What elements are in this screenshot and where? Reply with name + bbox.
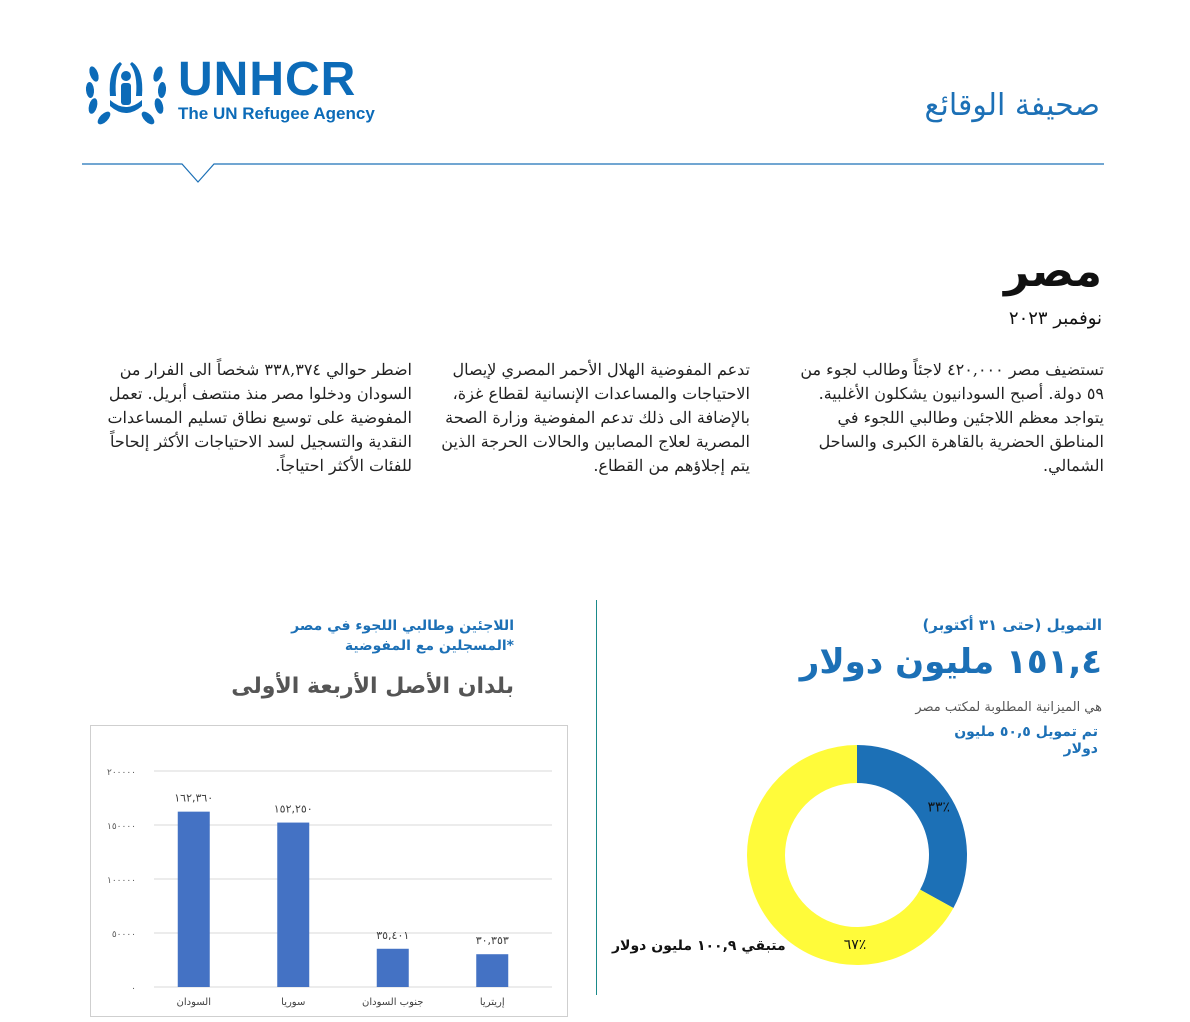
x-category-label: السودان [176,997,211,1008]
x-category-label: إريتريا [479,997,505,1008]
bar-value-label: ٣٠,٣٥٣ [475,934,509,948]
bar-value-label: ٣٥,٤٠١ [376,928,410,942]
remaining-amount-label: متبقي ١٠٠,٩ مليون دولار [612,938,786,954]
funding-total: ١٥١,٤ مليون دولار [799,642,1102,682]
x-category-label: جنوب السودان [362,997,424,1008]
refugees-title: اللاجئين وطالبي اللجوء في مصر [291,618,514,634]
bar [377,949,409,987]
funding-title: التمويل (حتى ٣١ أكتوبر) [922,616,1102,634]
funding-description: هي الميزانية المطلوبة لمكتب مصر [915,700,1102,715]
y-tick-label: ١٥٠٠٠٠ [106,822,136,832]
intro-paragraph-2: تدعم المفوضية الهلال الأحمر المصري لإيصال الاحتياجات والمساعدات الإنسانية لقطاع غزة، بالإضافة الى ذلك تدعم المفوضية وزارة الصحة المصرية لعلاج المصابين والحالات الحرجة الذين يتم إجلاؤهم من القطاع. [441,360,750,475]
donut-slice-funded [857,745,967,908]
document-type: صحيفة الوقائع [924,88,1100,123]
donut-label-funded: ٣٣٪ [927,799,951,816]
laurel-emblem-icon [85,62,166,126]
bar [277,823,309,987]
intro-paragraph-3: اضطر حوالي ٣٣٨,٣٧٤ شخصاً الى الفرار من السودان ودخلوا مصر منذ منتصف أبريل. تعمل المفوضية على توسيع نطاق تسليم المساعدات النقدية والتسجيل لسد الاحتياجات الأكثر إلحاحاً للفئات الأكثر احتياجاً. [107,360,412,475]
funded-amount-label: تم تمويل ٥٠,٥ مليون دولار [954,724,1098,757]
bar-chart-title: بلدان الأصل الأربعة الأولى [231,674,514,699]
y-tick-label: ٥٠٠٠٠ [111,930,136,940]
origin-countries-bar-chart [90,725,568,1017]
bar-value-label: ١٦٢,٣٦٠ [174,791,214,805]
publication-date: نوفمبر ٢٠٢٣ [1008,308,1102,329]
intro-paragraph-1: تستضيف مصر ٤٢٠,٠٠٠ لاجئاً وطالب لجوء من ٥٩ دولة. أصبح السودانيون يشكلون الأغلبية. يتواجد معظم اللاجئين وطالبي اللجوء في المناطق الحضرية بالقاهرة الكبرى والساحل الشمالي. [800,360,1104,475]
y-tick-label: ١٠٠٠٠٠ [106,876,136,886]
org-tagline: The UN Refugee Agency [178,104,375,123]
page-title: مصر [1004,246,1102,297]
bar-value-label: ١٥٢,٢٥٠ [273,802,313,816]
org-name: UNHCR [178,53,357,106]
donut-label-remaining: ٦٧٪ [843,937,867,953]
bar [476,954,508,987]
y-tick-label: ٠ [131,984,136,994]
x-category-label: سوريا [281,997,306,1008]
section-divider [596,600,597,995]
refugees-subtitle: *المسجلين مع المفوضية [344,638,514,654]
bar [178,812,210,987]
header-divider [82,140,1104,185]
y-tick-label: ٢٠٠٠٠٠ [106,768,136,778]
